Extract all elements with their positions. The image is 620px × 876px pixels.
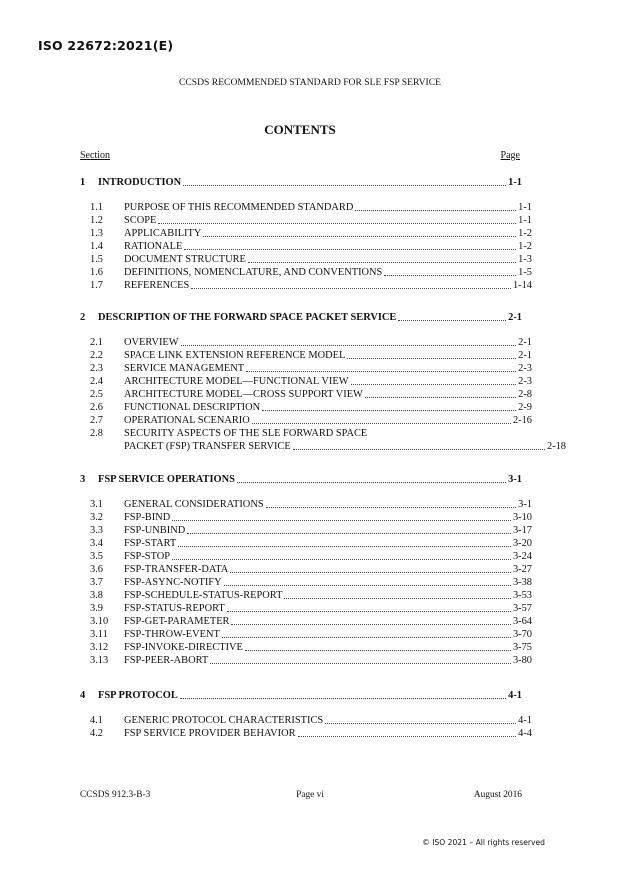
toc-section-entry	[80, 576, 532, 589]
toc-entry-number: 2.7	[90, 415, 103, 426]
toc-section-entry	[80, 201, 532, 214]
document-running-header: CCSDS RECOMMENDED STANDARD FOR SLE FSP SERVICE	[179, 77, 441, 88]
toc-entry-number: 3.10	[90, 616, 109, 627]
toc-entry-page: 4-1	[508, 690, 522, 701]
toc-entry-number: 3.8	[90, 590, 103, 601]
toc-entry-page: 4-1	[518, 715, 532, 726]
toc-entry-page: 2-16	[512, 415, 532, 426]
toc-section-entry	[80, 279, 532, 292]
toc-entry-page: 1-1	[508, 177, 522, 188]
toc-section-entry	[80, 336, 532, 349]
toc-entry-number: 4	[80, 690, 86, 701]
toc-section-entry	[80, 349, 532, 362]
toc-section-entry	[80, 227, 532, 240]
toc-entry-title: FSP-THROW-EVENT	[124, 629, 220, 640]
toc-entry-page: 1-1	[518, 215, 532, 226]
toc-entry-title: SPACE LINK EXTENSION REFERENCE MODEL	[124, 350, 346, 361]
toc-entry-number: 1.1	[90, 202, 103, 213]
toc-entry-number: 1.4	[90, 241, 103, 252]
toc-section-entry	[80, 440, 566, 453]
toc-entry-title: OPERATIONAL SCENARIO	[124, 415, 250, 426]
toc-dot-leader	[351, 383, 517, 385]
toc-entry-number: 2	[80, 312, 86, 323]
toc-dot-leader	[266, 506, 517, 508]
toc-section-entry	[80, 602, 532, 615]
toc-entry-number: 2.5	[90, 389, 103, 400]
toc-dot-leader	[191, 287, 511, 289]
toc-dot-leader	[298, 735, 517, 737]
footer-date: August 2016	[473, 790, 522, 800]
toc-entry-number: 2.4	[90, 376, 103, 387]
toc-entry-page: 1-5	[518, 267, 532, 278]
toc-dot-leader	[262, 409, 516, 411]
toc-entry-page: 3-17	[512, 525, 532, 536]
toc-dot-leader	[183, 184, 506, 186]
toc-dot-leader	[178, 545, 511, 547]
toc-section-entry	[80, 253, 532, 266]
toc-dot-leader	[384, 274, 516, 276]
toc-entry-title: FSP-STATUS-REPORT	[124, 603, 225, 614]
toc-section-entry	[80, 727, 532, 740]
toc-entry-number: 2.2	[90, 350, 103, 361]
toc-section-entry	[80, 589, 532, 602]
toc-entry-title: FUNCTIONAL DESCRIPTION	[124, 402, 261, 413]
toc-entry-number: 3.12	[90, 642, 109, 653]
toc-entry-title: SCOPE	[124, 215, 157, 226]
footer-page-number: Page vi	[296, 790, 324, 800]
toc-section-entry	[80, 427, 532, 440]
toc-dot-leader	[222, 636, 511, 638]
iso-document-id: ISO 22672:2021(E)	[38, 38, 174, 53]
toc-entry-page: 2-3	[518, 376, 532, 387]
toc-section-entry	[80, 641, 532, 654]
toc-dot-leader	[158, 222, 516, 224]
toc-entry-number: 2.1	[90, 337, 103, 348]
toc-section-entry	[80, 628, 532, 641]
toc-entry-page: 1-1	[518, 202, 532, 213]
toc-entry-number: 3.11	[90, 629, 108, 640]
toc-entry-page: 1-2	[518, 241, 532, 252]
toc-dot-leader	[248, 261, 516, 263]
toc-entry-number: 4.2	[90, 728, 103, 739]
toc-entry-title: INTRODUCTION	[98, 177, 182, 188]
toc-entry-page: 1-3	[518, 254, 532, 265]
toc-entry-page: 3-1	[518, 499, 532, 510]
toc-entry-title: FSP SERVICE PROVIDER BEHAVIOR	[124, 728, 296, 739]
toc-entry-page: 3-57	[512, 603, 532, 614]
toc-entry-page: 3-75	[512, 642, 532, 653]
toc-dot-leader	[203, 235, 516, 237]
toc-entry-page: 3-70	[512, 629, 532, 640]
toc-entry-page: 3-27	[512, 564, 532, 575]
toc-entry-number: 1	[80, 177, 86, 188]
toc-entry-title: FSP-INVOKE-DIRECTIVE	[124, 642, 243, 653]
toc-section-entry	[80, 214, 532, 227]
toc-entry-title: ARCHITECTURE MODEL—FUNCTIONAL VIEW	[124, 376, 349, 387]
toc-entry-number: 1.6	[90, 267, 103, 278]
toc-entry-title: FSP-ASYNC-NOTIFY	[124, 577, 222, 588]
toc-entry-number: 3.3	[90, 525, 103, 536]
toc-dot-leader	[172, 519, 511, 521]
toc-entry-page: 1-2	[518, 228, 532, 239]
toc-entry-title: FSP-SCHEDULE-STATUS-REPORT	[124, 590, 283, 601]
toc-entry-number: 3.9	[90, 603, 103, 614]
toc-entry-title: GENERIC PROTOCOL CHARACTERISTICS	[124, 715, 324, 726]
toc-entry-title: SERVICE MANAGEMENT	[124, 363, 245, 374]
toc-dot-leader	[252, 422, 511, 424]
toc-section-entry	[80, 511, 532, 524]
toc-dot-leader	[245, 649, 511, 651]
toc-section-entry	[80, 401, 532, 414]
toc-entry-page: 2-1	[518, 350, 532, 361]
toc-entry-page: 1-14	[512, 280, 532, 291]
toc-entry-title: FSP-TRANSFER-DATA	[124, 564, 229, 575]
toc-entry-page: 2-1	[518, 337, 532, 348]
section-column-heading: Section	[80, 150, 110, 161]
toc-entry-title: PACKET (FSP) TRANSFER SERVICE	[124, 441, 291, 452]
toc-entry-title: FSP-UNBIND	[124, 525, 186, 536]
toc-dot-leader	[180, 697, 506, 699]
toc-entry-title: FSP SERVICE OPERATIONS	[98, 474, 235, 485]
toc-entry-title: DESCRIPTION OF THE FORWARD SPACE PACKET SERVICE	[98, 312, 397, 323]
toc-entry-page: 3-80	[512, 655, 532, 666]
toc-entry-number: 3.4	[90, 538, 103, 549]
toc-dot-leader	[365, 396, 516, 398]
toc-chapter-entry	[80, 311, 522, 324]
toc-entry-page: 3-24	[512, 551, 532, 562]
toc-section-entry	[80, 615, 532, 628]
toc-entry-page: 4-4	[518, 728, 532, 739]
toc-entry-title: FSP-START	[124, 538, 177, 549]
toc-dot-leader	[231, 623, 510, 625]
toc-entry-page: 3-53	[512, 590, 532, 601]
toc-entry-number: 1.5	[90, 254, 103, 265]
toc-dot-leader	[227, 610, 511, 612]
toc-dot-leader	[184, 248, 516, 250]
toc-entry-page: 2-18	[546, 441, 566, 452]
copyright-notice: © ISO 2021 – All rights reserved	[422, 838, 545, 847]
toc-dot-leader	[325, 722, 516, 724]
toc-chapter-entry	[80, 176, 522, 189]
toc-entry-number: 3.6	[90, 564, 103, 575]
toc-section-entry	[80, 266, 532, 279]
toc-entry-number: 3	[80, 474, 86, 485]
toc-dot-leader	[187, 532, 511, 534]
toc-section-entry	[80, 240, 532, 253]
toc-entry-number: 2.3	[90, 363, 103, 374]
toc-section-entry	[80, 714, 532, 727]
toc-dot-leader	[224, 584, 511, 586]
toc-entry-title: FSP-PEER-ABORT	[124, 655, 209, 666]
toc-entry-page: 2-1	[508, 312, 522, 323]
toc-section-entry	[80, 563, 532, 576]
toc-entry-title: FSP-GET-PARAMETER	[124, 616, 230, 627]
toc-entry-number: 4.1	[90, 715, 103, 726]
toc-dot-leader	[284, 597, 510, 599]
toc-entry-title: PURPOSE OF THIS RECOMMENDED STANDARD	[124, 202, 354, 213]
toc-dot-leader	[210, 662, 511, 664]
toc-section-entry	[80, 362, 532, 375]
footer-document-code: CCSDS 912.3-B-3	[80, 790, 151, 800]
toc-entry-title: ARCHITECTURE MODEL—CROSS SUPPORT VIEW	[124, 389, 363, 400]
toc-entry-page: 3-10	[512, 512, 532, 523]
toc-entry-number: 1.2	[90, 215, 103, 226]
toc-section-entry	[80, 654, 532, 667]
toc-section-entry	[80, 498, 532, 511]
toc-dot-leader	[355, 209, 516, 211]
toc-entry-number: 3.7	[90, 577, 103, 588]
toc-entry-title: FSP PROTOCOL	[98, 690, 178, 701]
toc-entry-number: 1.3	[90, 228, 103, 239]
toc-section-entry	[80, 537, 532, 550]
toc-entry-title: DEFINITIONS, NOMENCLATURE, AND CONVENTIONS	[124, 267, 383, 278]
toc-section-entry	[80, 524, 532, 537]
toc-entry-page: 3-64	[512, 616, 532, 627]
toc-entry-number: 3.2	[90, 512, 103, 523]
toc-dot-leader	[398, 319, 506, 321]
toc-section-entry	[80, 388, 532, 401]
page-column-heading: Page	[500, 150, 520, 161]
toc-entry-number: 3.5	[90, 551, 103, 562]
toc-entry-page: 2-8	[518, 389, 532, 400]
toc-entry-number: 1.7	[90, 280, 103, 291]
toc-dot-leader	[181, 344, 517, 346]
toc-entry-number: 2.8	[90, 428, 103, 439]
toc-entry-page: 2-3	[518, 363, 532, 374]
toc-entry-page: 3-1	[508, 474, 522, 485]
toc-dot-leader	[172, 558, 511, 560]
toc-section-entry	[80, 375, 532, 388]
toc-section-entry	[80, 550, 532, 563]
toc-dot-leader	[230, 571, 511, 573]
toc-chapter-entry	[80, 689, 522, 702]
toc-entry-title: REFERENCES	[124, 280, 190, 291]
toc-entry-title: FSP-BIND	[124, 512, 171, 523]
toc-entry-title: OVERVIEW	[124, 337, 179, 348]
contents-title: CONTENTS	[264, 122, 336, 137]
toc-entry-page: 2-9	[518, 402, 532, 413]
toc-entry-number: 3.1	[90, 499, 103, 510]
toc-dot-leader	[347, 357, 516, 359]
toc-entry-page: 3-38	[512, 577, 532, 588]
toc-entry-page: 3-20	[512, 538, 532, 549]
toc-entry-title: FSP-STOP	[124, 551, 171, 562]
toc-entry-number: 2.6	[90, 402, 103, 413]
toc-chapter-entry	[80, 473, 522, 486]
toc-dot-leader	[293, 448, 545, 450]
toc-entry-title: RATIONALE	[124, 241, 183, 252]
toc-entry-title: GENERAL CONSIDERATIONS	[124, 499, 264, 510]
toc-entry-title: SECURITY ASPECTS OF THE SLE FORWARD SPACE	[124, 428, 368, 439]
toc-entry-title: APPLICABILITY	[124, 228, 202, 239]
toc-entry-title: DOCUMENT STRUCTURE	[124, 254, 246, 265]
toc-dot-leader	[237, 481, 506, 483]
toc-entry-number: 3.13	[90, 655, 109, 666]
toc-dot-leader	[246, 370, 516, 372]
toc-section-entry	[80, 414, 532, 427]
